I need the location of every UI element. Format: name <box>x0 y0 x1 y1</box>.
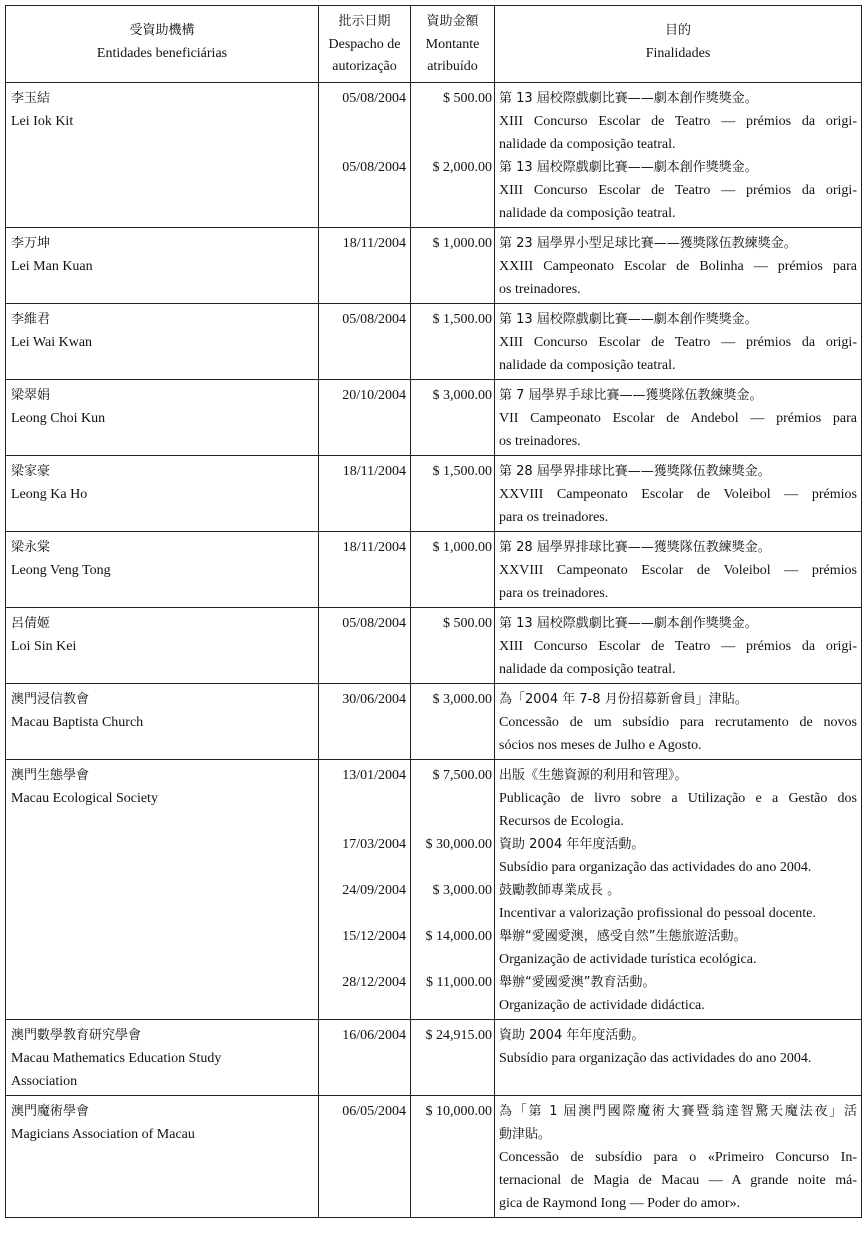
date-cell <box>319 227 411 303</box>
table-row <box>6 455 862 531</box>
amount-cell <box>411 455 495 531</box>
purpose-cell <box>495 607 862 683</box>
purpose-line-pt: para os treinadores. <box>499 585 609 601</box>
amount-cell <box>411 1095 495 1217</box>
grant-amount: $ 3,000.00 <box>432 691 492 707</box>
grant-purpose <box>499 612 857 681</box>
table-row <box>6 227 862 303</box>
grant-date: 28/12/2004 <box>342 974 406 990</box>
purpose-line-zh: 第 13 屆校際戲劇比賽——劇本創作獎獎金。 <box>499 615 758 631</box>
purpose-line-zh: 動津貼。 <box>499 1126 552 1142</box>
date-cell <box>319 683 411 759</box>
purpose-line-zh: 出版《生態資源的利用和管理》。 <box>499 767 688 783</box>
grant-purpose <box>499 156 857 225</box>
grant-amount: $ 2,000.00 <box>432 159 492 175</box>
entity-cell <box>6 227 319 303</box>
amount-cell <box>411 1019 495 1095</box>
grant-purpose <box>499 925 857 971</box>
date-cell <box>319 1019 411 1095</box>
entity-name-zh: 李万坤 <box>11 235 51 251</box>
purpose-line-zh: 第 13 屆校際戲劇比賽——劇本創作獎獎金。 <box>499 90 758 106</box>
entity-name-pt: Lei Wai Kwan <box>11 334 93 350</box>
grant-date: 13/01/2004 <box>342 767 406 783</box>
table-body <box>6 82 862 1217</box>
grant-purpose <box>499 688 857 757</box>
entity-name-pt: Macau Mathematics Education Study <box>11 1050 222 1066</box>
entity-cell <box>6 607 319 683</box>
grant-purpose <box>499 308 857 377</box>
date-cell <box>319 607 411 683</box>
purpose-cell <box>495 379 862 455</box>
entity-cell <box>6 303 319 379</box>
header-purpose: 目的 Finalidades <box>495 6 862 83</box>
entity-name-zh: 澳門魔術學會 <box>11 1103 90 1119</box>
entity-name-zh: 梁家豪 <box>11 463 51 479</box>
entity-name-pt: Magicians Association of Macau <box>11 1126 195 1142</box>
purpose-line-zh: 舉辦“愛國愛澳，感受自然”生態旅遊活動。 <box>499 928 747 944</box>
entity-name-pt: Loi Sin Kei <box>11 638 77 654</box>
purpose-line-pt: nalidade da composição teatral. <box>499 357 676 373</box>
grant-amount: $ 14,000.00 <box>425 928 492 944</box>
purpose-line-pt: gica de Raymond Iong — Poder do amor». <box>499 1195 741 1211</box>
amount-cell <box>411 607 495 683</box>
purpose-line-pt: Subsídio para organização das actividades do ano 2004. <box>499 1050 812 1066</box>
purpose-line-pt: XXVIII Campeonato Escolar de Voleibol — prémios <box>499 486 857 502</box>
date-cell <box>319 82 411 227</box>
entity-name-zh: 澳門數學教育研究學會 <box>11 1027 142 1043</box>
grant-date: 18/11/2004 <box>342 539 406 555</box>
purpose-line-zh: 鼓勵教師專業成長 。 <box>499 882 621 898</box>
purpose-cell <box>495 227 862 303</box>
grant-date: 05/08/2004 <box>342 311 406 327</box>
purpose-cell <box>495 531 862 607</box>
purpose-cell <box>495 759 862 1019</box>
purpose-line-pt: os treinadores. <box>499 281 581 297</box>
purpose-line-zh: 第 28 屆學界排球比賽——獲獎隊伍教練獎金。 <box>499 463 771 479</box>
grant-date: 18/11/2004 <box>342 235 406 251</box>
entity-cell <box>6 1019 319 1095</box>
entity-cell <box>6 531 319 607</box>
grant-purpose <box>499 232 857 301</box>
entity-name-zh: 李玉結 <box>11 90 51 106</box>
grant-amount: $ 500.00 <box>443 615 492 631</box>
purpose-line-pt: XIII Concurso Escolar de Teatro — prémios da origi- <box>499 334 857 350</box>
grant-amount: $ 1,500.00 <box>432 463 492 479</box>
entity-name-pt: Leong Ka Ho <box>11 486 88 502</box>
table-row <box>6 683 862 759</box>
table-row <box>6 607 862 683</box>
grant-date: 15/12/2004 <box>342 928 406 944</box>
table-row <box>6 82 862 227</box>
entity-name-pt: Macau Ecological Society <box>11 790 158 806</box>
purpose-line-zh: 第 13 屆校際戲劇比賽——劇本創作獎獎金。 <box>499 311 758 327</box>
grant-purpose <box>499 384 857 453</box>
purpose-line-pt: nalidade da composição teatral. <box>499 661 676 677</box>
entity-cell <box>6 455 319 531</box>
grant-purpose <box>499 879 857 925</box>
purpose-line-zh: 資助 2004 年年度活動。 <box>499 1027 645 1043</box>
purpose-line-pt: Publicação de livro sobre a Utilização e a Gestão dos <box>499 790 857 806</box>
entity-name-pt: Leong Choi Kun <box>11 410 106 426</box>
grant-date: 18/11/2004 <box>342 463 406 479</box>
purpose-line-pt: Organização de actividade turística ecológica. <box>499 951 757 967</box>
table-row <box>6 379 862 455</box>
entity-cell <box>6 1095 319 1217</box>
purpose-line-pt: ternacional de Magia de Macau — A grande noite má- <box>499 1172 857 1188</box>
purpose-line-zh: 為「2004 年 7-8 月份招募新會員」津貼。 <box>499 691 748 707</box>
header-amount: 資助金額 Montante atribuído <box>411 6 495 83</box>
grant-date: 05/08/2004 <box>342 615 406 631</box>
entity-name-zh: 李維君 <box>11 311 51 327</box>
entity-name-zh: 澳門生態學會 <box>11 767 90 783</box>
purpose-line-zh: 第 13 屆校際戲劇比賽——劇本創作獎獎金。 <box>499 159 758 175</box>
header-row <box>6 6 862 83</box>
table-row <box>6 1095 862 1217</box>
purpose-line-pt: XXVIII Campeonato Escolar de Voleibol — prémios <box>499 562 857 578</box>
grant-amount: $ 3,000.00 <box>432 387 492 403</box>
purpose-line-zh: 第 28 屆學界排球比賽——獲獎隊伍教練獎金。 <box>499 539 771 555</box>
purpose-line-pt: XIII Concurso Escolar de Teatro — prémios da origi- <box>499 113 857 129</box>
grant-amount: $ 11,000.00 <box>426 974 492 990</box>
entity-name-pt: Lei Iok Kit <box>11 113 74 129</box>
purpose-line-zh: 第 23 屆學界小型足球比賽——獲獎隊伍教練獎金。 <box>499 235 797 251</box>
purpose-line-pt: nalidade da composição teatral. <box>499 136 676 152</box>
purpose-cell <box>495 82 862 227</box>
entity-name-pt: Leong Veng Tong <box>11 562 111 578</box>
grant-amount: $ 1,000.00 <box>432 235 492 251</box>
purpose-line-pt: Concessão de um subsídio para recrutamento de novos <box>499 714 857 730</box>
purpose-line-zh: 舉辦“愛國愛澳”教育活動。 <box>499 974 656 990</box>
entity-cell <box>6 379 319 455</box>
date-cell <box>319 303 411 379</box>
purpose-line-pt: XXIII Campeonato Escolar de Bolinha — prémios para <box>499 258 857 274</box>
purpose-line-pt: XIII Concurso Escolar de Teatro — prémios da origi- <box>499 182 857 198</box>
amount-cell <box>411 759 495 1019</box>
amount-cell <box>411 531 495 607</box>
purpose-cell <box>495 1095 862 1217</box>
grant-amount: $ 10,000.00 <box>425 1103 492 1119</box>
grant-date: 06/05/2004 <box>342 1103 406 1119</box>
grant-date: 05/08/2004 <box>342 90 406 106</box>
grant-purpose <box>499 536 857 605</box>
grant-amount: $ 30,000.00 <box>425 836 492 852</box>
grant-amount: $ 500.00 <box>443 90 492 106</box>
amount-cell <box>411 227 495 303</box>
grant-date: 05/08/2004 <box>342 159 406 175</box>
entity-cell <box>6 82 319 227</box>
amount-cell <box>411 82 495 227</box>
purpose-line-pt: para os treinadores. <box>499 509 609 525</box>
amount-cell <box>411 683 495 759</box>
purpose-cell <box>495 1019 862 1095</box>
grant-purpose <box>499 1024 857 1070</box>
date-cell <box>319 379 411 455</box>
purpose-line-pt: Concessão de subsídio para o «Primeiro Concurso In- <box>499 1149 857 1165</box>
purpose-line-pt: Incentivar a valorização profissional do pessoal docente. <box>499 905 816 921</box>
grant-purpose <box>499 833 857 879</box>
entity-name-zh: 梁翠娟 <box>11 387 51 403</box>
grant-date: 24/09/2004 <box>342 882 406 898</box>
table-row <box>6 1019 862 1095</box>
purpose-line-pt: Organização de actividade didáctica. <box>499 997 705 1013</box>
purpose-line-pt: Recursos de Ecologia. <box>499 813 624 829</box>
purpose-cell <box>495 455 862 531</box>
purpose-line-zh: 為「第 1 屆澳門國際魔術大賽暨翁達智驚天魔法夜」活 <box>499 1103 857 1119</box>
grant-date: 30/06/2004 <box>342 691 406 707</box>
grant-purpose <box>499 1100 857 1215</box>
grant-purpose <box>499 460 857 529</box>
grant-date: 20/10/2004 <box>342 387 406 403</box>
amount-cell <box>411 303 495 379</box>
purpose-line-zh: 第 7 屆學界手球比賽——獲獎隊伍教練獎金。 <box>499 387 763 403</box>
date-cell <box>319 759 411 1019</box>
entity-name-pt: Association <box>11 1073 78 1089</box>
grants-table <box>5 5 862 1218</box>
entity-name-pt: Macau Baptista Church <box>11 714 144 730</box>
entity-name-zh: 澳門浸信教會 <box>11 691 90 707</box>
grant-amount: $ 7,500.00 <box>432 767 492 783</box>
purpose-line-zh: 資助 2004 年年度活動。 <box>499 836 645 852</box>
purpose-cell <box>495 303 862 379</box>
grant-purpose <box>499 764 857 833</box>
grant-purpose <box>499 87 857 156</box>
grant-date: 16/06/2004 <box>342 1027 406 1043</box>
purpose-line-pt: VII Campeonato Escolar de Andebol — prémios para <box>499 410 857 426</box>
table-row <box>6 531 862 607</box>
table-row <box>6 759 862 1019</box>
header-entity: 受資助機構 Entidades beneficiárias <box>6 6 319 83</box>
purpose-line-pt: XIII Concurso Escolar de Teatro — prémios da origi- <box>499 638 857 654</box>
grant-amount: $ 24,915.00 <box>425 1027 492 1043</box>
date-cell <box>319 531 411 607</box>
purpose-line-pt: nalidade da composição teatral. <box>499 205 676 221</box>
date-cell <box>319 1095 411 1217</box>
grant-amount: $ 3,000.00 <box>432 882 492 898</box>
entity-cell <box>6 759 319 1019</box>
entity-name-zh: 呂倩姬 <box>11 615 51 631</box>
grant-purpose <box>499 971 857 1017</box>
amount-cell <box>411 379 495 455</box>
entity-cell <box>6 683 319 759</box>
entity-name-pt: Lei Man Kuan <box>11 258 93 274</box>
header-date: 批示日期 Despacho de autorização <box>319 6 411 83</box>
grant-amount: $ 1,000.00 <box>432 539 492 555</box>
grant-date: 17/03/2004 <box>342 836 406 852</box>
purpose-line-pt: sócios nos meses de Julho e Agosto. <box>499 737 702 753</box>
table-row <box>6 303 862 379</box>
purpose-line-pt: os treinadores. <box>499 433 581 449</box>
grant-amount: $ 1,500.00 <box>432 311 492 327</box>
entity-name-zh: 梁永棠 <box>11 539 51 555</box>
date-cell <box>319 455 411 531</box>
purpose-line-pt: Subsídio para organização das actividades do ano 2004. <box>499 859 812 875</box>
purpose-cell <box>495 683 862 759</box>
